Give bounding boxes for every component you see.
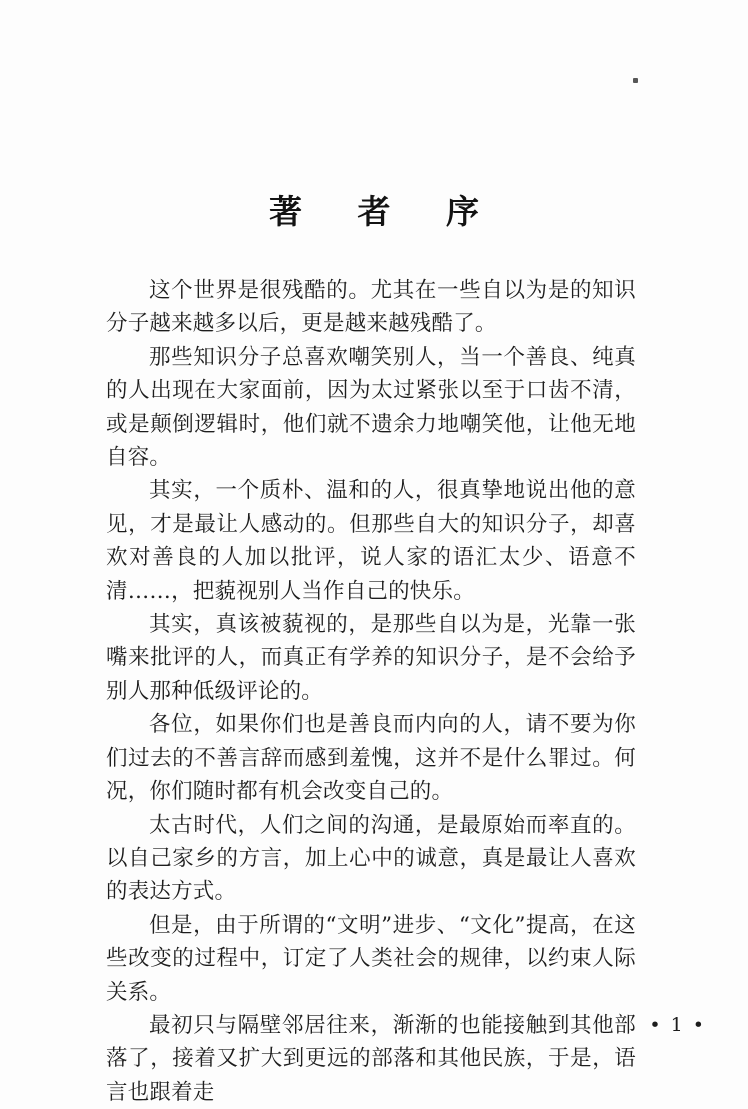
paragraph: 最初只与隔壁邻居往来，渐渐的也能接触到其他部落了，接着又扩大到更远的部落和其他民族，于是，语言也跟着走: [106, 1012, 636, 1105]
page-title: 著 者 序: [269, 192, 501, 231]
paragraph: 其实，真该被藐视的，是那些自以为是，光靠一张嘴来批评的人，而真正有学养的知识分子，是不会给予别人那种低级评论的。: [106, 612, 636, 704]
paragraph: 各位，如果你们也是善良而内向的人，请不要为你们过去的不善言辞而感到羞愧，这并不是什么罪过。何况，你们随时都有机会改变自己的。: [106, 712, 636, 805]
paragraph: 那些知识分子总喜欢嘲笑别人，当一个善良、纯真的人出现在大家面前，因为太过紧张以至于口齿不清，或是颠倒逻辑时，他们就不遗余力地嘲笑他，让他无地自容。: [106, 344, 636, 471]
paragraph: 但是，由于所谓的“文明”进步、“文化”提高，在这些改变的过程中，订定了人类社会的规律，以约束人际关系。: [106, 912, 636, 1005]
paragraph: 其实，一个质朴、温和的人，很真挚地说出他的意见，才是最让人感动的。但那些自大的知识分子，却喜欢对善良的人加以批评，说人家的语汇太少、语意不清……，把藐视别人当作自己的快乐。: [106, 478, 636, 604]
scan-artifact-speck: [633, 78, 638, 83]
paragraph: 这个世界是很残酷的。尤其在一些自以为是的知识分子越来越多以后，更是越来越残酷了。: [106, 278, 636, 337]
preface-body: [106, 274, 636, 1109]
paragraph: 太古时代，人们之间的沟通，是最原始而率直的。以自己家乡的方言，加上心中的诚意，真是最让人喜欢的表达方式。: [106, 812, 636, 905]
page-number: • 1 •: [649, 1014, 706, 1036]
